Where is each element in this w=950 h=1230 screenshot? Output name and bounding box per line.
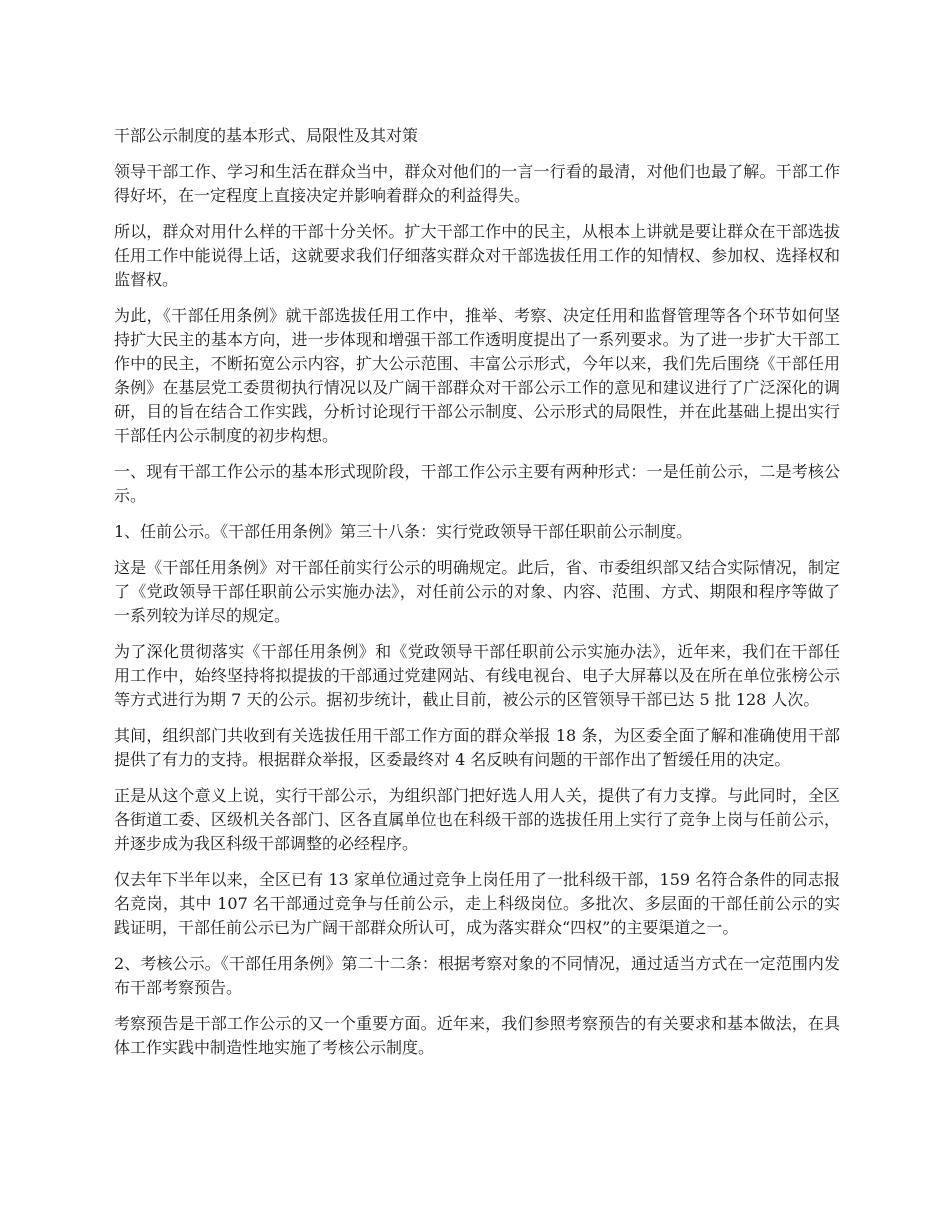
paragraph-3: 为此，《干部任用条例》就干部选拔任用工作中，推举、考察、决定任用和监督管理等各个环节如何坚持扩大民主的基本方向，进一步体现和增强干部工作透明度提出了一系列要求。为了进一步扩大干部工作中的民主，不断拓宽公示内容，扩大公示范围、丰富公示形式，今年以来，我们先后围绕《干部任用条例》在基层党工委贯彻执行情况以及广阔干部群众对干部公示工作的意见和建议进行了广泛深化的调研，目的旨在结合工作实践，分析讨论现行干部公示制度、公示形式的局限性，并在此基础上提出实行干部任内公示制度的初步构想。 (114, 306, 840, 445)
document-page (114, 124, 840, 1072)
subsection-heading-2: 2、考核公示。《干部任用条例》第二十二条：根据考察对象的不同情况，通过适当方式在一定范围内发布干部考察预告。 (114, 954, 840, 997)
document-title: 干部公示制度的基本形式、局限性及其对策 (114, 126, 419, 145)
subsection-heading-1: 1、任前公示。《干部任用条例》第三十八条：实行党政领导干部任职前公示制度。 (114, 522, 693, 541)
paragraph-10: 仅去年下半年以来，全区已有 13 家单位通过竞争上岗任用了一批科级干部，159 名符合条件的同志报名竞岗，其中 107 名干部通过竞争与任前公示，走上科级岗位。多批次、多层面的干部任前公示的实践证明，干部任前公示已为广阔干部群众所认可，成为落实群众“四权”的主要渠道之一。 (114, 870, 840, 937)
paragraph-2: 所以，群众对用什么样的干部十分关怀。扩大干部工作中的民主，从根本上讲就是要让群众在干部选拔任用工作中能说得上话，这就要求我们仔细落实群众对干部选拔任用工作的知情权、参加权、选择权和监督权。 (114, 222, 840, 289)
section-heading-1: 一、现有干部工作公示的基本形式现阶段，干部工作公示主要有两种形式：一是任前公示，二是考核公示。 (114, 462, 840, 505)
paragraph-8: 其间，组织部门共收到有关选拔任用干部工作方面的群众举报 18 条，为区委全面了解和准确使用干部提供了有力的支持。根据群众举报，区委最终对 4 名反映有问题的干部作出了暂缓任用的决定。 (114, 726, 840, 769)
paragraph-12: 考察预告是干部工作公示的又一个重要方面。近年来，我们参照考察预告的有关要求和基本做法，在具体工作实践中制造性地实施了考核公示制度。 (114, 1014, 840, 1057)
paragraph-9: 正是从这个意义上说，实行干部公示，为组织部门把好选人用人关，提供了有力支撑。与此同时，全区各街道工委、区级机关各部门、区各直属单位也在科级干部的选拔任用上实行了竞争上岗与任前公示，并逐步成为我区科级干部调整的必经程序。 (114, 786, 840, 853)
paragraph-6: 这是《干部任用条例》对干部任前实行公示的明确规定。此后，省、市委组织部又结合实际情况，制定了《党政领导干部任职前公示实施办法》，对任前公示的对象、内容、范围、方式、期限和程序等做了一系列较为详尽的规定。 (114, 558, 840, 625)
paragraph-7: 为了深化贯彻落实《干部任用条例》和《党政领导干部任职前公示实施办法》，近年来，我们在干部任用工作中，始终坚持将拟提拔的干部通过党建网站、有线电视台、电子大屏幕以及在所在单位张榜公示等方式进行为期 7 天的公示。据初步统计，截止目前，被公示的区管领导干部已达 5 批 128 人次。 (114, 642, 840, 709)
paragraph-1: 领导干部工作、学习和生活在群众当中，群众对他们的一言一行看的最清，对他们也最了解。干部工作得好坏，在一定程度上直接决定并影响着群众的利益得失。 (114, 162, 840, 205)
